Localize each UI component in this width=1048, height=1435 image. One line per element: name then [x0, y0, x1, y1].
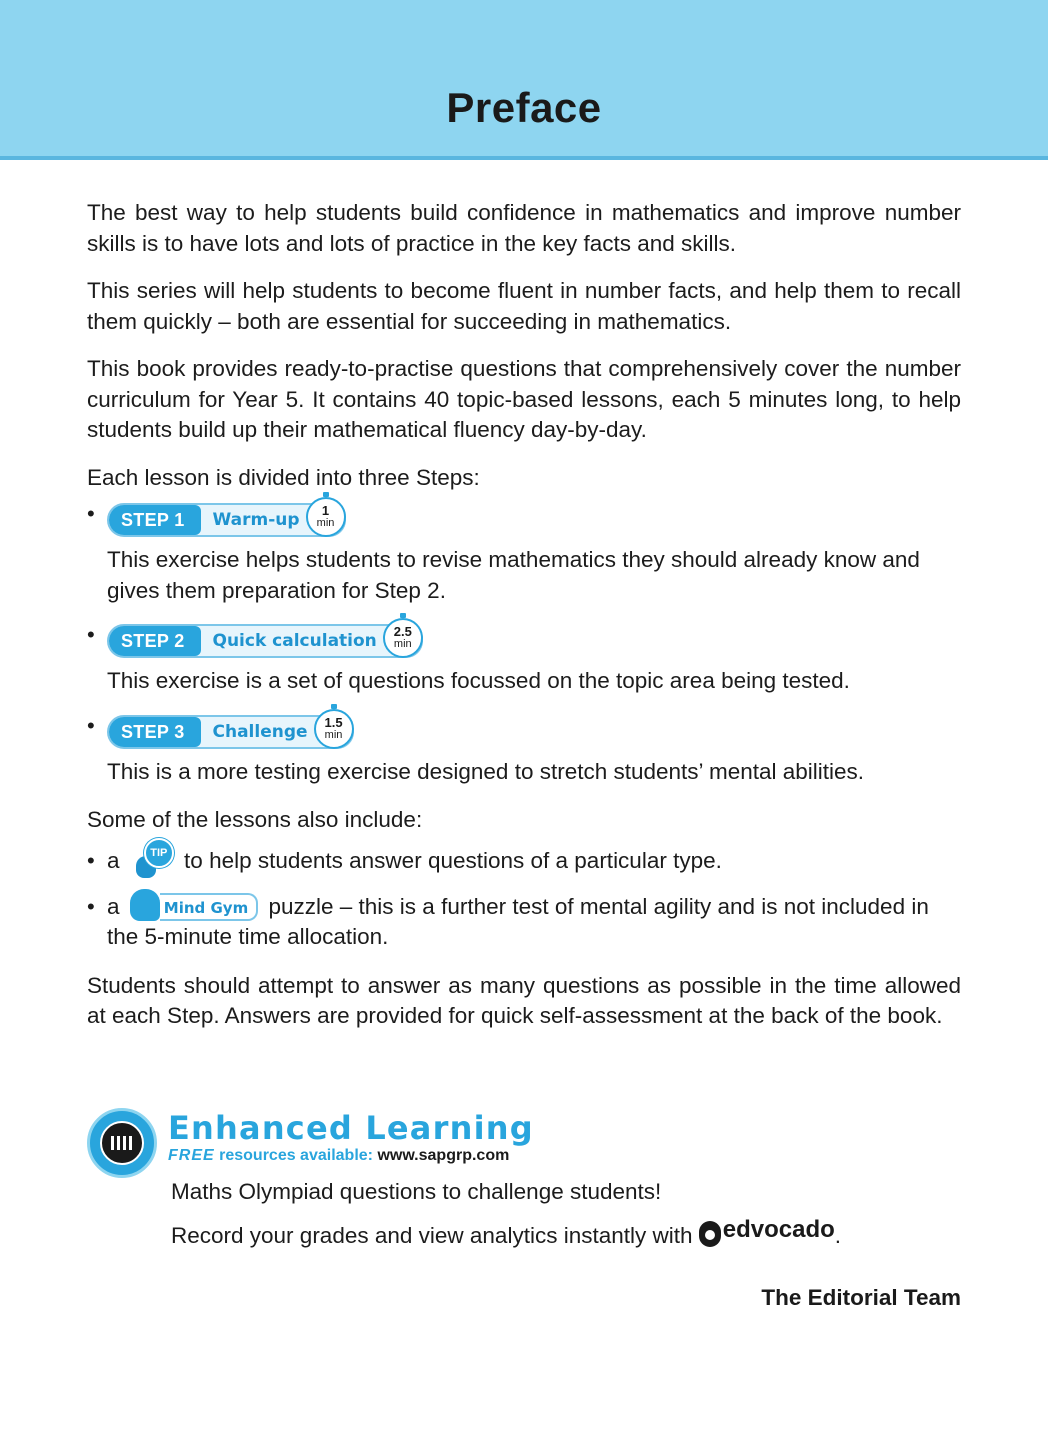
bullet-icon: •	[87, 893, 95, 919]
tip-prefix: a	[107, 847, 120, 873]
olympiad-line: Maths Olympiad questions to challenge students!	[171, 1179, 662, 1204]
mindgym-item	[87, 892, 961, 953]
free-resources-text: resources available:	[214, 1147, 378, 1164]
step-2-row	[87, 620, 961, 660]
mind-gym-icon	[130, 889, 258, 921]
keyboard-icon	[100, 1121, 144, 1165]
step-1-badge	[107, 503, 346, 537]
enhanced-learning-section	[87, 1105, 961, 1275]
free-resources-line	[168, 1147, 509, 1165]
bullet-icon: •	[87, 847, 95, 873]
step-1-number: STEP 1	[109, 505, 201, 535]
steps-intro: Each lesson is divided into three Steps:	[87, 464, 480, 490]
page-title: Preface	[446, 84, 602, 131]
step-3-number: STEP 3	[109, 717, 201, 747]
step-3-timer-unit: min	[324, 728, 343, 741]
step-3-description: This is a more testing exercise designed to stretch students’ mental abilities.	[107, 758, 865, 784]
free-label: FREE	[168, 1147, 215, 1164]
intro-paragraph-1: The best way to help students build confidence in mathematics and improve number skills is to have lots and lots of practice in the key facts and skills.	[87, 200, 961, 256]
stopwatch-icon	[383, 618, 423, 658]
header-banner	[0, 0, 1048, 160]
grades-text: Record your grades and view analytics instantly with	[171, 1223, 693, 1248]
tip-icon	[130, 838, 176, 878]
enhanced-learning-logo-icon	[87, 1108, 157, 1178]
preface-body	[87, 198, 961, 1049]
signature: The Editorial Team	[761, 1285, 961, 1310]
grades-line	[171, 1215, 841, 1251]
step-2-name: Quick calculation	[212, 631, 377, 651]
step-2-number: STEP 2	[109, 626, 201, 656]
mind-gym-label: Mind Gym	[160, 893, 258, 921]
stopwatch-icon	[306, 497, 346, 537]
step-2-timer-value: 2.5	[393, 624, 412, 639]
mindgym-prefix: a	[107, 893, 120, 919]
edvocado-logo	[699, 1215, 835, 1245]
step-1-row	[87, 499, 961, 539]
extras-intro: Some of the lessons also include:	[87, 807, 423, 832]
step-1-name: Warm-up	[212, 510, 300, 530]
tip-item	[87, 846, 961, 878]
step-3-row	[87, 711, 961, 751]
step-1-description: This exercise helps students to revise mathematics they should already know and gives them preparation for Step 2.	[107, 547, 920, 603]
mindgym-text: puzzle – this is a further test of mental agility and is not included in the 5-minute time allocation.	[107, 893, 929, 950]
step-3-name: Challenge	[212, 721, 308, 742]
bullet-icon: •	[87, 501, 95, 526]
step-3-badge	[107, 715, 354, 749]
tip-icon-label: TIP	[144, 838, 174, 868]
bullet-icon: •	[87, 712, 95, 738]
bullet-icon: •	[87, 622, 95, 647]
closing-paragraph: Students should attempt to answer as many questions as possible in the time allowed at each Step. Answers are provided for quick self-assessment at the back of the book.	[87, 972, 961, 1029]
intro-paragraph-3: This book provides ready-to-practise questions that comprehensively cover the number curriculum for Year 5. It contains 40 topic-based lessons, each 5 minutes long, to help students build up their mathematical fluency day-by-day.	[87, 356, 961, 442]
step-2-description: This exercise is a set of questions focussed on the topic area being tested.	[107, 668, 850, 693]
step-1-timer-unit: min	[316, 517, 335, 529]
enhanced-learning-title: Enhanced Learning	[168, 1109, 534, 1147]
step-2-badge	[107, 624, 423, 658]
stopwatch-icon	[314, 709, 354, 749]
step-3-timer-value: 1.5	[324, 714, 343, 730]
brain-icon	[130, 889, 160, 921]
step-2-timer-unit: min	[393, 638, 412, 650]
intro-paragraph-2: This series will help students to become fluent in number facts, and help them to recall them quickly – both are essential for succeeding in mathematics.	[87, 278, 961, 334]
avocado-icon	[699, 1221, 721, 1247]
edvocado-brand: edvocado	[722, 1216, 835, 1243]
step-1-timer-value: 1	[321, 503, 330, 518]
resources-link[interactable]: www.sapgrp.com	[377, 1147, 510, 1164]
grades-end: .	[834, 1223, 842, 1248]
tip-text: to help students answer questions of a particular type.	[184, 847, 722, 873]
